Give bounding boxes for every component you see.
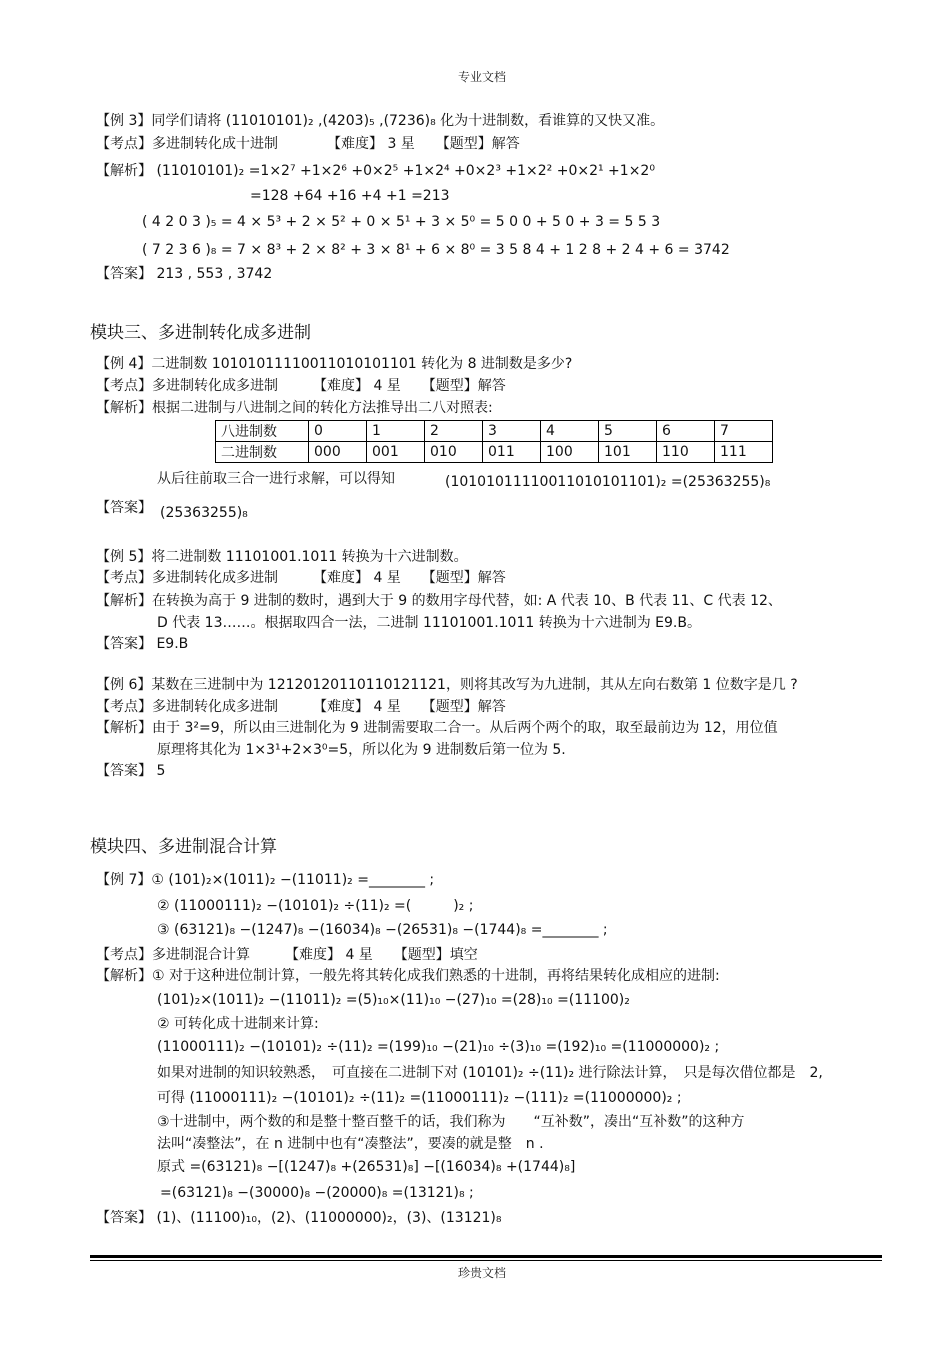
table-cell: 011	[483, 442, 541, 463]
ex5-solution-1: 【解析】在转换为高于 9 进制的数时，遇到大于 9 的数用字母代替，如: A 代表 10、B 代表 11、C 代表 12、	[96, 593, 782, 609]
table-cell: 001	[367, 442, 425, 463]
table-cell: 101	[599, 442, 657, 463]
table-cell: 5	[599, 421, 657, 442]
ex7-solution-1: 【解析】① 对于这种进位制计算，一般先将其转化成我们熟悉的十进制，再将结果转化成相应的进制:	[96, 968, 720, 984]
octal-binary-table	[215, 420, 773, 463]
ex5-answer: 【答案】 E9.B	[96, 636, 189, 652]
table-cell: 二进制数	[216, 442, 309, 463]
table-cell: 3	[483, 421, 541, 442]
ex7-solution-5: 如果对进制的知识较熟悉， 可直接在二进制下对 (10101)₂ ÷(11)₂ 进行除法计算， 只是每次借位都是 2,	[157, 1065, 823, 1081]
ex7-solution-2: (101)₂×(1011)₂ −(11011)₂ =(5)₁₀×(11)₁₀ −(27)₁₀ =(28)₁₀ =(11100)₂	[157, 992, 630, 1008]
ex7-question-3: ③ (63121)₈ −(1247)₈ −(16034)₈ −(26531)₈ −(1744)₈ =________ ;	[157, 922, 608, 938]
table-cell: 八进制数	[216, 421, 309, 442]
ex5-meta: 【考点】多进制转化成多进制 【难度】 4 星 【题型】解答	[96, 570, 506, 586]
ex7-solution-3: ② 可转化成十进制来计算:	[157, 1016, 319, 1032]
page-footer: 珍贵文档	[458, 1266, 507, 1280]
table-cell: 110	[657, 442, 715, 463]
ex5-question: 【例 5】将二进制数 11101001.1011 转换为十六进制数。	[96, 549, 468, 565]
ex7-meta: 【考点】多进制混合计算 【难度】 4 星 【题型】填空	[96, 947, 478, 963]
ex4-solution-text: 从后往前取三合一进行求解，可以得知	[157, 471, 395, 487]
ex6-solution-1: 【解析】由于 3²=9，所以由三进制化为 9 进制需要取二合一。从后两个两个的取，取至最前边为 12，用位值	[96, 720, 778, 736]
ex6-solution-2: 原理将其化为 1×3¹+2×3⁰=5，所以化为 9 进制数后第一位为 5.	[157, 742, 566, 758]
table-cell: 4	[541, 421, 599, 442]
table-cell: 7	[715, 421, 773, 442]
ex3-solution-2: =128 +64 +16 +4 +1 =213	[250, 188, 450, 204]
ex3-solution-4: ( 7 2 3 6 )₈ = 7 × 8³ + 2 × 8² + 3 × 8¹ + 6 × 8⁰ = 3 5 8 4 + 1 2 8 + 2 4 + 6 = 3742	[142, 242, 730, 258]
footer-rule-thin	[90, 1260, 882, 1261]
section-title-3: 模块三、多进制转化成多进制	[90, 323, 311, 343]
ex7-solution-10: =(63121)₈ −(30000)₈ −(20000)₈ =(13121)₈ ;	[160, 1185, 474, 1201]
ex3-question: 【例 3】同学们请将 (11010101)₂ ,(4203)₅ ,(7236)₈ 化为十进制数，看谁算的又快又准。	[96, 113, 665, 129]
table-cell: 010	[425, 442, 483, 463]
ex7-solution-9: 原式 =(63121)₈ −[(1247)₈ +(26531)₈] −[(16034)₈ +(1744)₈]	[157, 1159, 576, 1175]
ex7-question-1: 【例 7】① (101)₂×(1011)₂ −(11011)₂ =________ ;	[96, 872, 435, 888]
ex7-solution-8: 法叫“凑整法”，在 n 进制中也有“凑整法”，要凑的就是整 n .	[157, 1136, 544, 1152]
table-row	[216, 421, 773, 442]
table-cell: 0	[309, 421, 367, 442]
ex4-solution-formula: (10101011110011010101101)₂ =(25363255)₈	[445, 474, 771, 490]
ex3-solution-3: ( 4 2 0 3 )₅ = 4 × 5³ + 2 × 5² + 0 × 5¹ + 3 × 5⁰ = 5 0 0 + 5 0 + 3 = 5 5 3	[142, 214, 661, 230]
table-cell: 1	[367, 421, 425, 442]
ex7-question-2: ② (11000111)₂ −(10101)₂ ÷(11)₂ =( )₂ ;	[157, 898, 474, 914]
table-cell: 000	[309, 442, 367, 463]
ex3-answer: 【答案】 213 , 553 , 3742	[96, 266, 273, 282]
ex4-question: 【例 4】二进制数 10101011110011010101101 转化为 8 进制数是多少?	[96, 356, 573, 372]
ex4-solution-intro: 【解析】根据二进制与八进制之间的转化方法推导出二八对照表:	[96, 400, 493, 416]
ex7-answer: 【答案】 (1)、(11100)₁₀，(2)、(11000000)₂，(3)、(13121)₈	[96, 1210, 502, 1226]
ex7-solution-4: (11000111)₂ −(10101)₂ ÷(11)₂ =(199)₁₀ −(21)₁₀ ÷(3)₁₀ =(192)₁₀ =(11000000)₂ ;	[157, 1039, 720, 1055]
table-row	[216, 442, 773, 463]
ex7-solution-7: ③十进制中，两个数的和是整十整百整千的话，我们称为 “互补数”，凑出“互补数”的这种方	[157, 1114, 745, 1130]
ex4-answer: (25363255)₈	[160, 505, 248, 521]
ex5-solution-2: D 代表 13……。根据取四合一法，二进制 11101001.1011 转换为十六进制为 E9.B。	[157, 615, 701, 631]
ex3-solution-1: 【解析】 (11010101)₂ =1×2⁷ +1×2⁶ +0×2⁵ +1×2⁴ +0×2³ +1×2² +0×2¹ +1×2⁰	[96, 163, 655, 179]
table-cell: 2	[425, 421, 483, 442]
section-title-4: 模块四、多进制混合计算	[90, 837, 277, 857]
ex6-question: 【例 6】某数在三进制中为 12120120110110121121，则将其改写为九进制，其从左向右数第 1 位数字是几 ?	[96, 677, 798, 693]
table-cell: 111	[715, 442, 773, 463]
table-cell: 100	[541, 442, 599, 463]
ex7-solution-6: 可得 (11000111)₂ −(10101)₂ ÷(11)₂ =(11000111)₂ −(111)₂ =(11000000)₂ ;	[157, 1090, 682, 1106]
footer-rule-thick	[90, 1255, 882, 1258]
page-header: 专业文档	[458, 70, 507, 84]
table-cell: 6	[657, 421, 715, 442]
ex6-answer: 【答案】 5	[96, 763, 166, 779]
ex4-answer-label: 【答案】	[96, 500, 152, 516]
ex4-meta: 【考点】多进制转化成多进制 【难度】 4 星 【题型】解答	[96, 378, 506, 394]
ex6-meta: 【考点】多进制转化成多进制 【难度】 4 星 【题型】解答	[96, 699, 506, 715]
ex3-meta: 【考点】多进制转化成十进制 【难度】 3 星 【题型】解答	[96, 136, 520, 152]
